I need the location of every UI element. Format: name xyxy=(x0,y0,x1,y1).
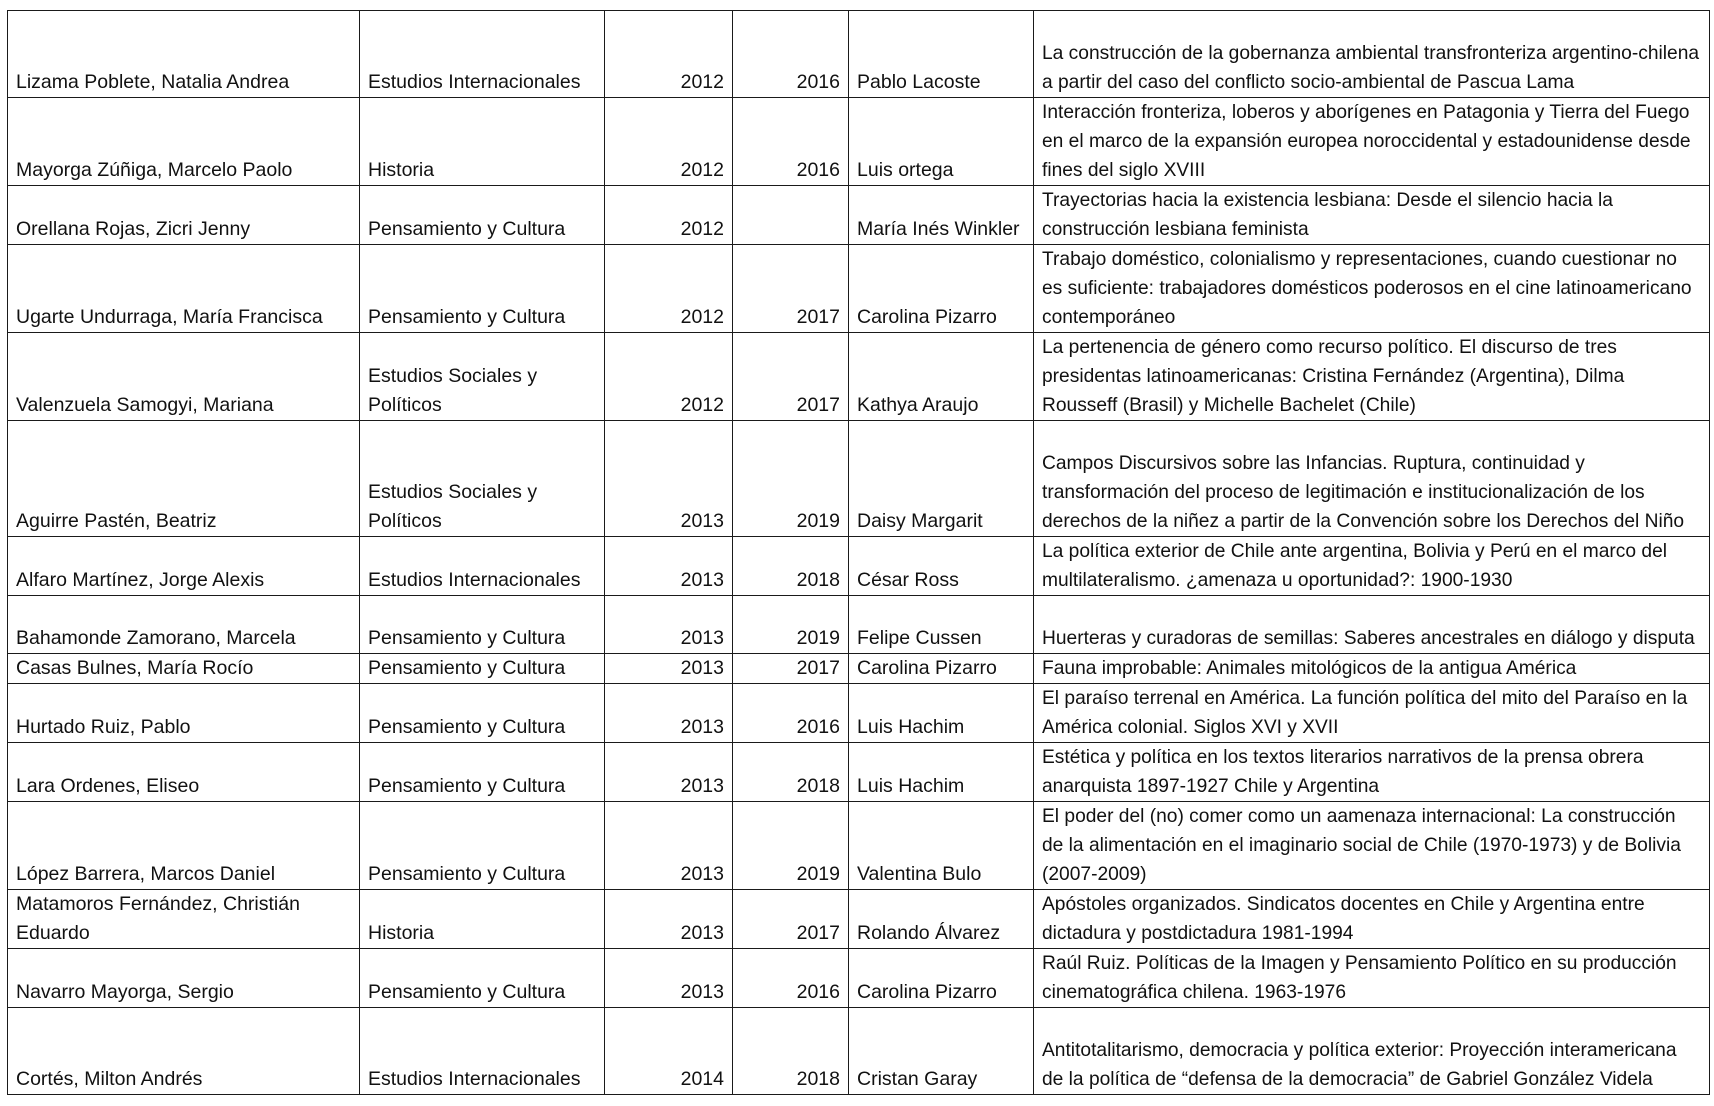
advisor-cell: Carolina Pizarro xyxy=(849,245,1034,333)
program-cell: Pensamiento y Cultura xyxy=(360,596,605,654)
end-year-cell xyxy=(733,186,849,245)
student-name-cell: Valenzuela Samogyi, Mariana xyxy=(8,333,360,421)
program-cell: Estudios Internacionales xyxy=(360,537,605,596)
table-row xyxy=(8,245,1710,333)
table-row xyxy=(8,1008,1710,1095)
table-row xyxy=(8,802,1710,890)
student-name-cell: Aguirre Pastén, Beatriz xyxy=(8,421,360,537)
table-row xyxy=(8,186,1710,245)
advisor-cell: Rolando Álvarez xyxy=(849,890,1034,949)
end-year-cell: 2016 xyxy=(733,98,849,186)
start-year-cell: 2014 xyxy=(605,1008,733,1095)
end-year-cell: 2017 xyxy=(733,245,849,333)
start-year-cell: 2012 xyxy=(605,98,733,186)
table-row xyxy=(8,421,1710,537)
table-row xyxy=(8,684,1710,743)
start-year-cell: 2013 xyxy=(605,743,733,802)
table-row xyxy=(8,537,1710,596)
student-name-cell: Cortés, Milton Andrés xyxy=(8,1008,360,1095)
start-year-cell: 2012 xyxy=(605,245,733,333)
thesis-title-cell: Huerteras y curadoras de semillas: Saberes ancestrales en diálogo y disputa xyxy=(1034,596,1710,654)
table-row xyxy=(8,743,1710,802)
thesis-title-cell: Antitotalitarismo, democracia y política exterior: Proyección interamericana de la política de “defensa de la democracia” de Gabriel González Videla xyxy=(1034,1008,1710,1095)
program-cell: Pensamiento y Cultura xyxy=(360,186,605,245)
start-year-cell: 2013 xyxy=(605,890,733,949)
program-cell: Estudios Internacionales xyxy=(360,11,605,98)
end-year-cell: 2016 xyxy=(733,684,849,743)
thesis-title-cell: El poder del (no) comer como un aamenaza internacional: La construcción de la alimentación en el imaginario social de Chile (1970-1973) y de Bolivia (2007-2009) xyxy=(1034,802,1710,890)
advisor-cell: Pablo Lacoste xyxy=(849,11,1034,98)
thesis-title-cell: Raúl Ruiz. Políticas de la Imagen y Pensamiento Político en su producción cinematográfica chilena. 1963-1976 xyxy=(1034,949,1710,1008)
end-year-cell: 2016 xyxy=(733,949,849,1008)
advisor-cell: Carolina Pizarro xyxy=(849,949,1034,1008)
student-name-cell: Navarro Mayorga, Sergio xyxy=(8,949,360,1008)
table-body xyxy=(8,11,1710,1095)
advisor-cell: Luis ortega xyxy=(849,98,1034,186)
end-year-cell: 2016 xyxy=(733,11,849,98)
advisor-cell: Felipe Cussen xyxy=(849,596,1034,654)
table-row xyxy=(8,98,1710,186)
program-cell: Pensamiento y Cultura xyxy=(360,802,605,890)
end-year-cell: 2017 xyxy=(733,333,849,421)
thesis-title-cell: Trayectorias hacia la existencia lesbiana: Desde el silencio hacia la construcción lesbiana feminista xyxy=(1034,186,1710,245)
thesis-table xyxy=(7,10,1710,1095)
student-name-cell: Hurtado Ruiz, Pablo xyxy=(8,684,360,743)
program-cell: Estudios Sociales y Políticos xyxy=(360,333,605,421)
thesis-title-cell: La pertenencia de género como recurso político. El discurso de tres presidentas latinoamericanas: Cristina Fernández (Argentina), Dilma Rousseff (Brasil) y Michelle Bachelet (Chile) xyxy=(1034,333,1710,421)
start-year-cell: 2013 xyxy=(605,802,733,890)
table-row xyxy=(8,949,1710,1008)
start-year-cell: 2013 xyxy=(605,684,733,743)
end-year-cell: 2019 xyxy=(733,802,849,890)
start-year-cell: 2013 xyxy=(605,949,733,1008)
student-name-cell: López Barrera, Marcos Daniel xyxy=(8,802,360,890)
advisor-cell: Cristan Garay xyxy=(849,1008,1034,1095)
advisor-cell: César Ross xyxy=(849,537,1034,596)
end-year-cell: 2019 xyxy=(733,421,849,537)
student-name-cell: Bahamonde Zamorano, Marcela xyxy=(8,596,360,654)
advisor-cell: Kathya Araujo xyxy=(849,333,1034,421)
student-name-cell: Matamoros Fernández, Christián Eduardo xyxy=(8,890,360,949)
thesis-title-cell: Interacción fronteriza, loberos y aborígenes en Patagonia y Tierra del Fuego en el marco de la expansión europea noroccidental y estadounidense desde fines del siglo XVIII xyxy=(1034,98,1710,186)
advisor-cell: Valentina Bulo xyxy=(849,802,1034,890)
thesis-title-cell: Fauna improbable: Animales mitológicos de la antigua América xyxy=(1034,654,1710,684)
table-row xyxy=(8,890,1710,949)
program-cell: Pensamiento y Cultura xyxy=(360,245,605,333)
program-cell: Estudios Internacionales xyxy=(360,1008,605,1095)
thesis-title-cell: Campos Discursivos sobre las Infancias. Ruptura, continuidad y transformación del proceso de legitimación e institucionalización de los derechos de la niñez a partir de la Convención sobre los Derechos del Niño xyxy=(1034,421,1710,537)
student-name-cell: Casas Bulnes, María Rocío xyxy=(8,654,360,684)
start-year-cell: 2013 xyxy=(605,421,733,537)
end-year-cell: 2018 xyxy=(733,1008,849,1095)
start-year-cell: 2012 xyxy=(605,11,733,98)
program-cell: Historia xyxy=(360,98,605,186)
end-year-cell: 2017 xyxy=(733,890,849,949)
thesis-title-cell: Trabajo doméstico, colonialismo y representaciones, cuando cuestionar no es suficiente: trabajadores domésticos poderosos en el cine latinoamericano contemporáneo xyxy=(1034,245,1710,333)
thesis-title-cell: Estética y política en los textos literarios narrativos de la prensa obrera anarquista 1897-1927 Chile y Argentina xyxy=(1034,743,1710,802)
student-name-cell: Lizama Poblete, Natalia Andrea xyxy=(8,11,360,98)
student-name-cell: Alfaro Martínez, Jorge Alexis xyxy=(8,537,360,596)
table-row xyxy=(8,333,1710,421)
advisor-cell: María Inés Winkler xyxy=(849,186,1034,245)
program-cell: Pensamiento y Cultura xyxy=(360,949,605,1008)
thesis-title-cell: Apóstoles organizados. Sindicatos docentes en Chile y Argentina entre dictadura y postdictadura 1981-1994 xyxy=(1034,890,1710,949)
start-year-cell: 2013 xyxy=(605,537,733,596)
start-year-cell: 2013 xyxy=(605,596,733,654)
student-name-cell: Ugarte Undurraga, María Francisca xyxy=(8,245,360,333)
student-name-cell: Mayorga Zúñiga, Marcelo Paolo xyxy=(8,98,360,186)
program-cell: Pensamiento y Cultura xyxy=(360,684,605,743)
start-year-cell: 2012 xyxy=(605,186,733,245)
student-name-cell: Orellana Rojas, Zicri Jenny xyxy=(8,186,360,245)
program-cell: Estudios Sociales y Políticos xyxy=(360,421,605,537)
program-cell: Historia xyxy=(360,890,605,949)
thesis-title-cell: El paraíso terrenal en América. La función política del mito del Paraíso en la América colonial. Siglos XVI y XVII xyxy=(1034,684,1710,743)
start-year-cell: 2013 xyxy=(605,654,733,684)
end-year-cell: 2018 xyxy=(733,537,849,596)
thesis-title-cell: La construcción de la gobernanza ambiental transfronteriza argentino-chilena a partir del caso del conflicto socio-ambiental de Pascua Lama xyxy=(1034,11,1710,98)
student-name-cell: Lara Ordenes, Eliseo xyxy=(8,743,360,802)
advisor-cell: Daisy Margarit xyxy=(849,421,1034,537)
program-cell: Pensamiento y Cultura xyxy=(360,654,605,684)
program-cell: Pensamiento y Cultura xyxy=(360,743,605,802)
thesis-title-cell: La política exterior de Chile ante argentina, Bolivia y Perú en el marco del multilateralismo. ¿amenaza u oportunidad?: 1900-1930 xyxy=(1034,537,1710,596)
end-year-cell: 2017 xyxy=(733,654,849,684)
start-year-cell: 2012 xyxy=(605,333,733,421)
advisor-cell: Carolina Pizarro xyxy=(849,654,1034,684)
table-row xyxy=(8,11,1710,98)
end-year-cell: 2019 xyxy=(733,596,849,654)
end-year-cell: 2018 xyxy=(733,743,849,802)
table-row xyxy=(8,654,1710,684)
advisor-cell: Luis Hachim xyxy=(849,743,1034,802)
table-row xyxy=(8,596,1710,654)
advisor-cell: Luis Hachim xyxy=(849,684,1034,743)
